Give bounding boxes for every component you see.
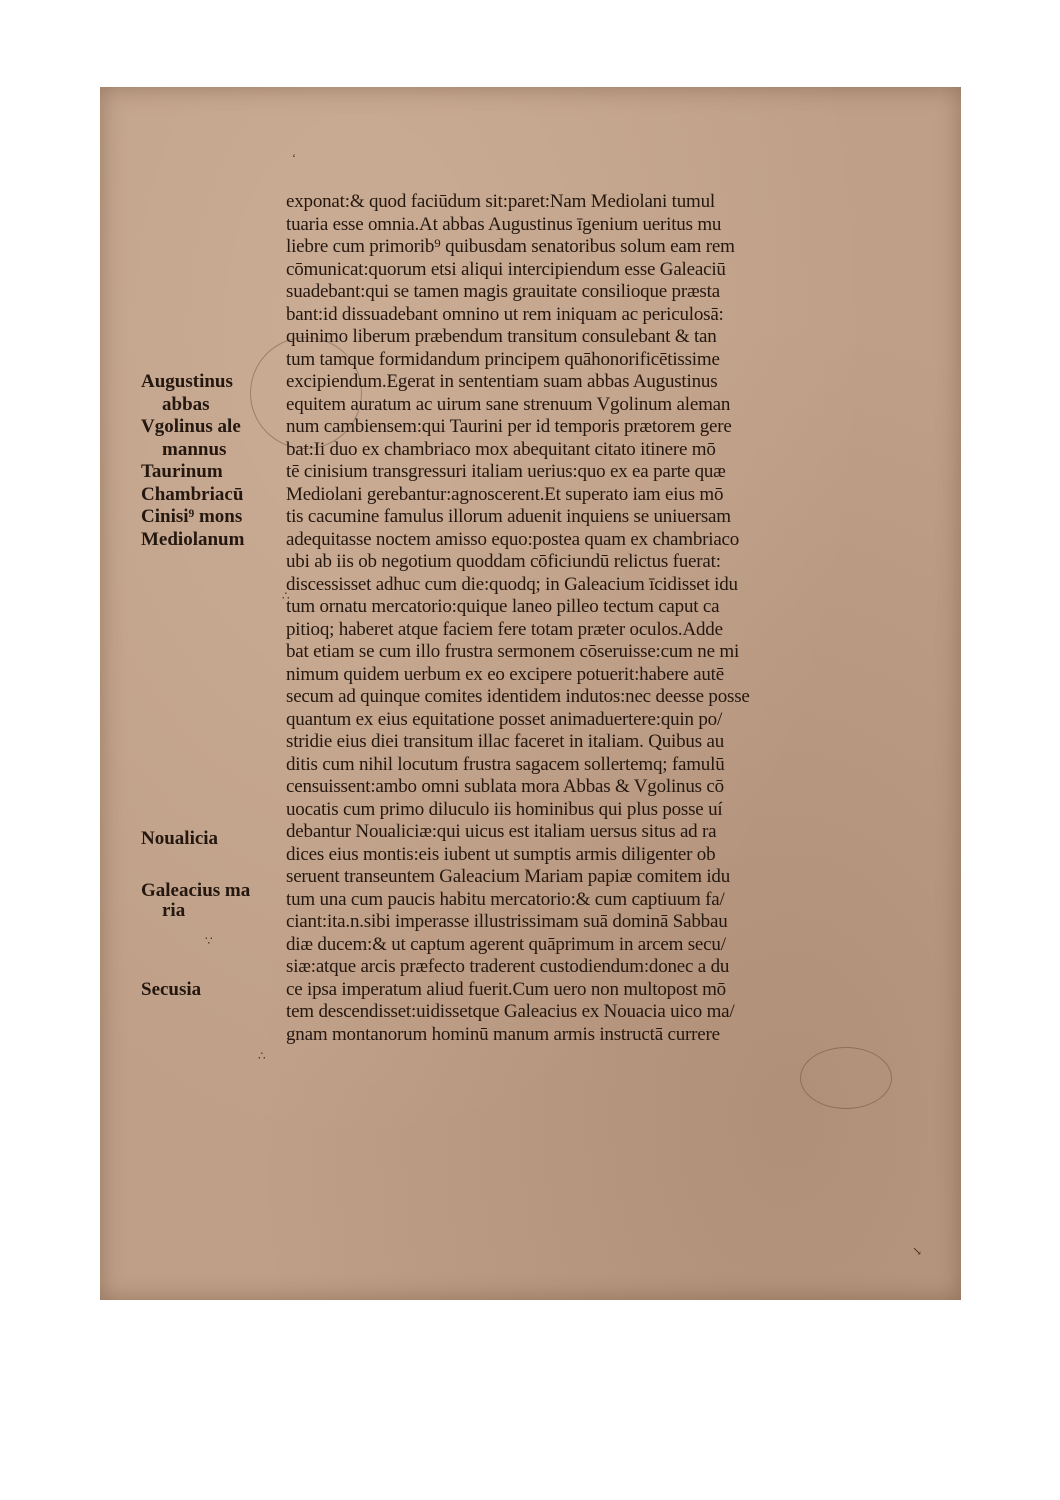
text-line: tem descendisset:uidissetque Galeacius ex Nouacia uico ma/ bbox=[286, 1001, 735, 1022]
ink-speck: ʻ bbox=[292, 151, 296, 165]
text-line: censuissent:ambo omni sublata mora Abbas & Vgolinus cō bbox=[286, 776, 724, 797]
margin-note: Secusia bbox=[141, 978, 202, 1000]
main-text-block bbox=[286, 191, 896, 1046]
text-line: stridie eius diei transitum illac faceret in italiam. Quibus au bbox=[286, 731, 724, 752]
text-line: uocatis cum primo diluculo iis hominibus qui plus posse uí bbox=[286, 798, 723, 820]
text-line: pitioq; haberet atque faciem fere totam præter oculos.Adde bbox=[286, 618, 723, 640]
text-line: excipiendum.Egerat in sententiam suam abbas Augustinus bbox=[286, 371, 718, 392]
margin-note: Cinisi⁹ mons bbox=[141, 506, 243, 527]
margin-note: Taurinum bbox=[141, 461, 223, 482]
margin-note: ria bbox=[162, 899, 186, 921]
text-line: adequitasse noctem amisso equo:postea quam ex chambriaco bbox=[286, 528, 740, 550]
ink-speck: ∴ bbox=[282, 589, 290, 603]
text-line: liebre cum primorib⁹ quibusdam senatoribus solum eam rem bbox=[286, 236, 735, 257]
text-line: nimum quidem uerbum ex eo excipere potuerit:habere autē bbox=[286, 663, 724, 685]
margin-note: Chambriacū bbox=[141, 483, 244, 505]
text-line: ditis cum nihil locutum frustra sagacem sollertemq; famulū bbox=[286, 753, 725, 775]
text-line: bant:id dissuadebant omnino ut rem iniquam ac periculosā: bbox=[286, 303, 724, 325]
margin-note: abbas bbox=[162, 393, 210, 415]
text-line: tē cinisium transgressuri italiam uerius:quo ex ea parte quæ bbox=[286, 461, 726, 482]
margin-note: mannus bbox=[162, 438, 227, 460]
margin-note: Galeacius ma bbox=[141, 879, 251, 901]
ink-speck: ↘ bbox=[912, 1244, 923, 1258]
margin-note: Mediolanum bbox=[141, 528, 245, 550]
text-line: bat:Ii duo ex chambriaco mox abequitant citato itinere mō bbox=[286, 438, 716, 460]
text-line: siæ:atque arcis præfecto traderent custodiendum:donec a du bbox=[286, 956, 730, 977]
text-line: debantur Noualiciæ:qui uicus est italiam uersus situs ad ra bbox=[286, 821, 717, 842]
text-line: secum ad quinque comites identidem indutos:nec deesse posse bbox=[286, 686, 750, 707]
text-line: seruent transeuntem Galeacium Mariam papiæ comitem idu bbox=[286, 866, 731, 887]
text-line: ce ipsa imperatum aliud fuerit.Cum uero non multopost mō bbox=[286, 978, 726, 1000]
text-line: diæ ducem:& ut captum agerent quāprimum in arcem secu/ bbox=[286, 933, 726, 955]
text-line: equitem auratum ac uirum sane strenuum Vgolinum aleman bbox=[286, 393, 731, 415]
text-line: ciant:ita.n.sibi imperasse illustrissimam suā dominā Sabbau bbox=[286, 911, 728, 932]
text-line: tum tamque formidandum principem quāhonorificētissime bbox=[286, 348, 720, 370]
ink-speck: ∵ bbox=[205, 934, 213, 948]
text-line: quantum ex eius equitatione posset animaduertere:quin po/ bbox=[286, 708, 723, 730]
text-line: discessisset adhuc cum die:quodq; in Galeacium īcidisset idu bbox=[286, 573, 738, 595]
text-line: ubi ab iis ob negotium quoddam cōficiundū relictus fuerat: bbox=[286, 551, 721, 572]
text-line: quinimo liberum præbendum transitum consulebant & tan bbox=[286, 326, 717, 347]
text-line: dices eius montis:eis iubent ut sumptis armis diligenter ob bbox=[286, 843, 716, 865]
text-line: tum ornatu mercatorio:quique laneo pilleo tectum caput ca bbox=[286, 596, 720, 617]
text-line: tum una cum paucis habitu mercatorio:& cum captiuum fa/ bbox=[286, 888, 725, 910]
text-line: tis cacumine famulus illorum aduenit inquiens se uniuersam bbox=[286, 506, 731, 527]
margin-note: Vgolinus ale bbox=[141, 416, 241, 437]
text-line: tuaria esse omnia.At abbas Augustinus īgenium ueritus mu bbox=[286, 213, 722, 235]
margin-note: Augustinus bbox=[141, 371, 233, 392]
text-line: bat etiam se cum illo frustra sermonem cōseruisse:cum ne mi bbox=[286, 641, 740, 662]
ink-speck: ∴ bbox=[258, 1049, 266, 1063]
text-line: exponat:& quod faciūdum sit:paret:Nam Mediolani tumul bbox=[286, 191, 715, 212]
text-line: Mediolani gerebantur:agnoscerent.Et superato iam eius mō bbox=[286, 483, 724, 505]
text-line: suadebant:qui se tamen magis grauitate consilioque præsta bbox=[286, 281, 720, 302]
text-line: num cambiensem:qui Taurini per id temporis prætorem gere bbox=[286, 416, 732, 437]
margin-note: Noualicia bbox=[141, 827, 219, 849]
text-line: cōmunicat:quorum etsi aliqui intercipiendum esse Galeaciū bbox=[286, 258, 726, 280]
text-line: gnam montanorum hominū manum armis instructā currere bbox=[286, 1023, 720, 1045]
library-stamp-faint bbox=[800, 1047, 892, 1109]
